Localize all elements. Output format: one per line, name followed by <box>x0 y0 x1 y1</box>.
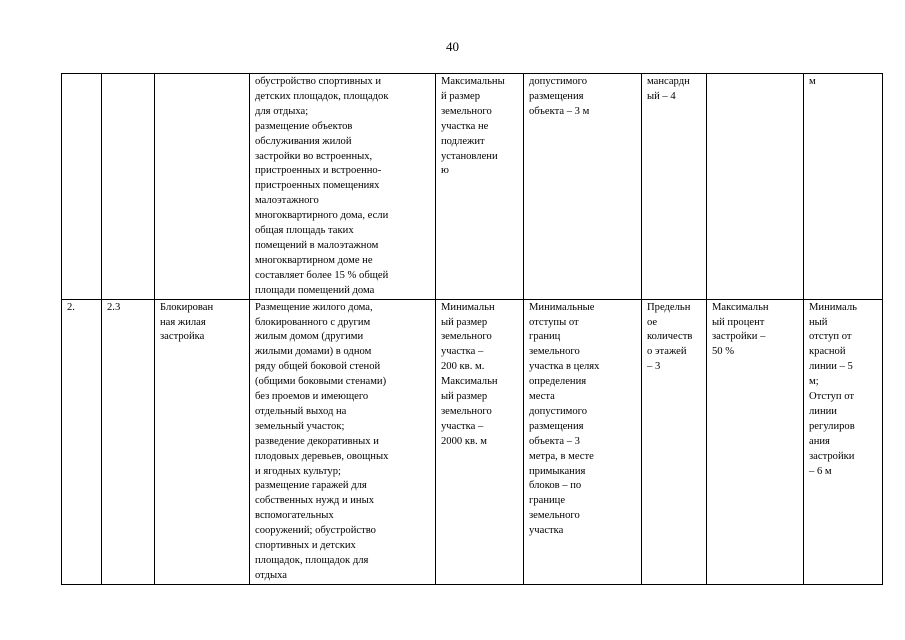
coverage-cell <box>707 74 804 300</box>
coverage-cell: Максимальн ый процент застройки – 50 % <box>707 299 804 584</box>
use-name-cell <box>155 74 250 300</box>
setbacks-cell: Минимальные отступы от границ земельного участка в целях определения места допустимого размещения объекта – 3 метра, в месте примыкания блоков – по границе земельного участка <box>524 299 642 584</box>
row-number-cell: 2. <box>62 299 102 584</box>
table-row <box>62 74 883 300</box>
use-description-cell: Размещение жилого дома, блокированного с другим жилым домом (другими жилыми домами) в одном ряду общей боковой стеной (общими боковыми стенами) без проемов и имеющего отдельный выход на земельный участок; разведение декоративных и плодовых деревьев, овощных и ягодных культур; размещение гаражей для собственных нужд и иных вспомогательных сооружений; обустройство спортивных и детских площадок, площадок для отдыха <box>250 299 436 584</box>
use-name-cell: Блокирован ная жилая застройка <box>155 299 250 584</box>
min-setback-cell: м <box>804 74 883 300</box>
floors-cell: Предельн ое количеств о этажей – 3 <box>642 299 707 584</box>
table-row <box>62 299 883 584</box>
use-code-cell <box>102 74 155 300</box>
page-number: 40 <box>446 39 459 54</box>
row-number-cell <box>62 74 102 300</box>
setbacks-cell: допустимого размещения объекта – 3 м <box>524 74 642 300</box>
floors-cell: мансардн ый – 4 <box>642 74 707 300</box>
use-description-cell: обустройство спортивных и детских площадок, площадок для отдыха; размещение объектов обслуживания жилой застройки во встроенных, пристроенных и встроенно- пристроенных помещениях малоэтажного многоквартирного дома, если общая площадь таких помещений в малоэтажном многоквартирном доме не составляет более 15 % общей площади помещений дома <box>250 74 436 300</box>
min-setback-cell: Минималь ный отступ от красной линии – 5 м; Отступ от линии регулиров ания застройки – 6 м <box>804 299 883 584</box>
zoning-regulations-table <box>61 73 883 585</box>
plot-size-cell: Минимальн ый размер земельного участка – 200 кв. м. Максимальн ый размер земельного участка – 2000 кв. м <box>436 299 524 584</box>
use-code-cell: 2.3 <box>102 299 155 584</box>
plot-size-cell: Максимальны й размер земельного участка не подлежит установлени ю <box>436 74 524 300</box>
